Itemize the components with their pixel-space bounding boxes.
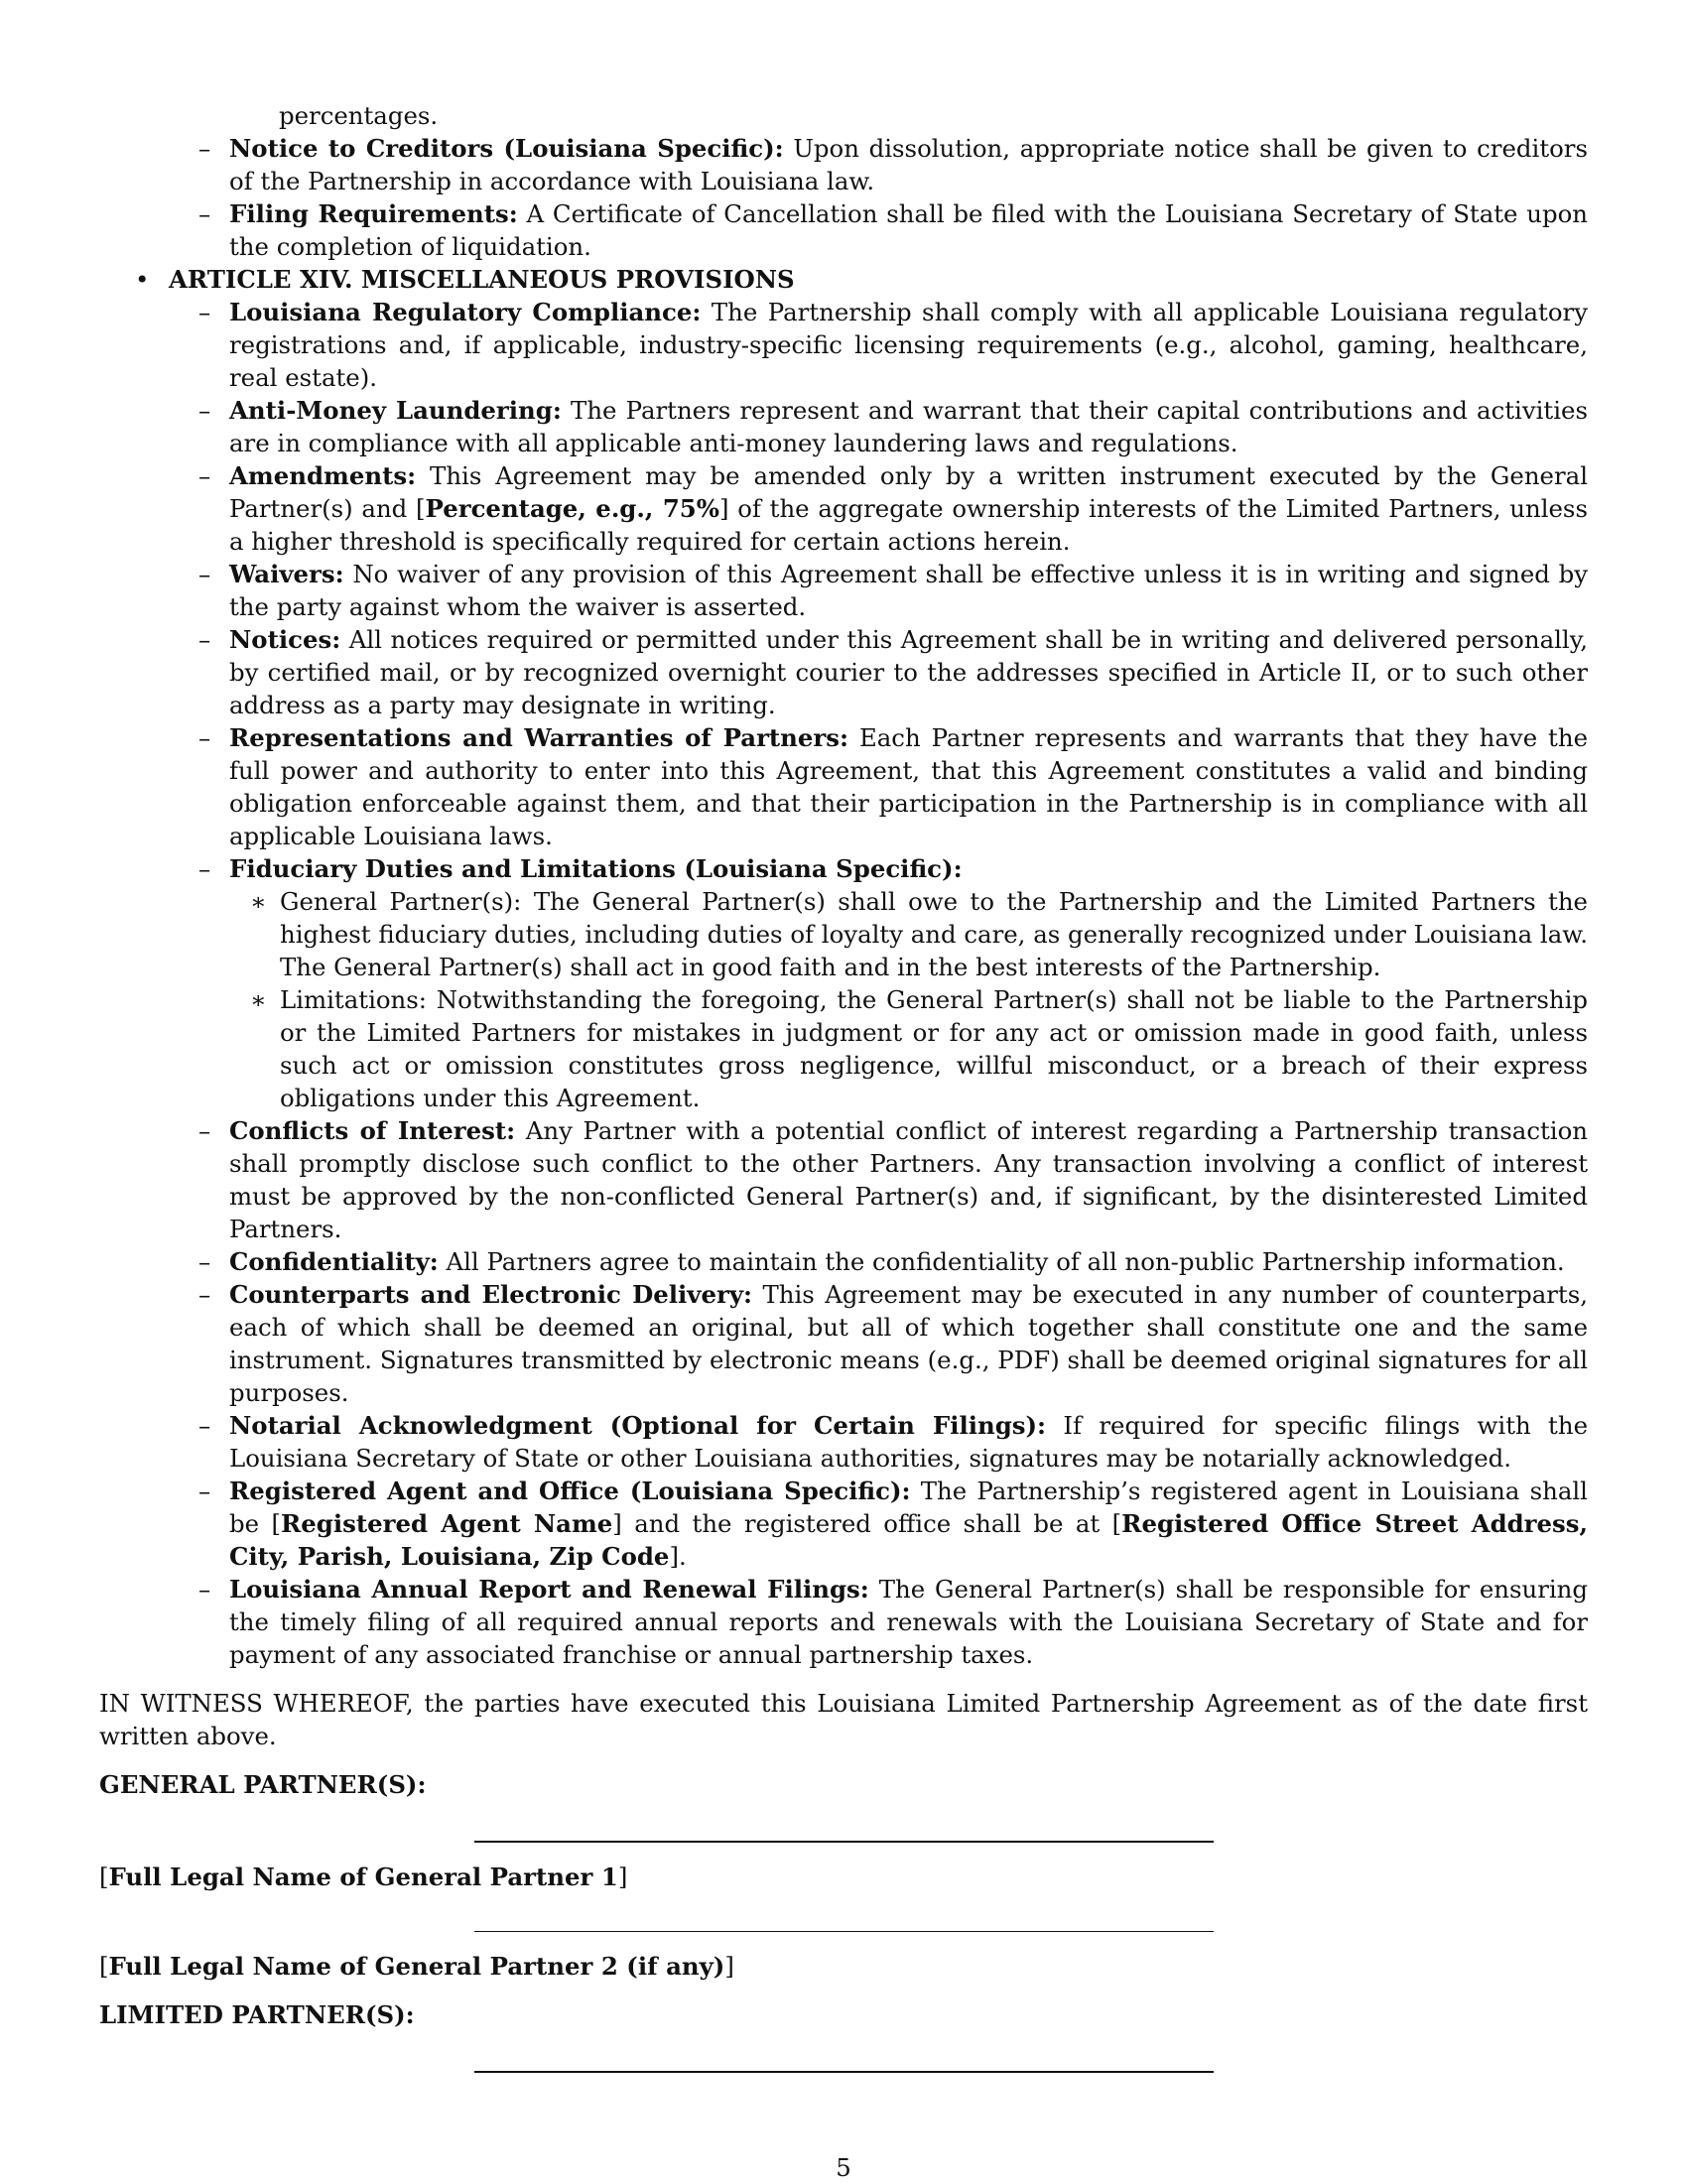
item-text: This Agreement may be executed in any number of counterparts, each of which shall be deemed an original, but all of which together shall constitute one and the same instrument. Signatures transmitted by electronic means (e.g., PDF) shall be deemed original signatures for all purposes. xyxy=(229,1280,1588,1407)
list-item-anti-money-laundering xyxy=(99,394,1588,459)
item-text: This Agreement may be amended only by a written instrument executed by the General Partner(s) and [ xyxy=(229,461,1588,523)
gp1-name-placeholder xyxy=(99,1861,1588,1893)
item-text: All Partners agree to maintain the confidentiality of all non-public Partnership information. xyxy=(438,1247,1565,1276)
dash-marker: – xyxy=(198,625,211,654)
dash-marker: – xyxy=(198,1477,211,1505)
item-title: Notarial Acknowledgment (Optional for Certain Filings): xyxy=(229,1411,1047,1440)
list-item-registered-agent xyxy=(99,1475,1588,1573)
item-title: Registered Agent and Office (Louisiana Specific): xyxy=(229,1477,911,1505)
item-text: All notices required or permitted under this Agreement shall be in writing and delivered personally, by certified mail, or by recognized overnight courier to the addresses specified in Article II, or to such other address as a party may designate in writing. xyxy=(229,625,1588,719)
item-text: Any Partner with a potential conflict of interest regarding a Partnership transaction shall promptly disclose such conflict to the other Partners. Any transaction involving a conflict of interest must be approved by the non-conflicted General Partner(s) and, if significant, by the disinterested Limited Partners. xyxy=(229,1116,1588,1243)
sub-item-text: Limitations: Notwithstanding the foregoing, the General Partner(s) shall not be liable to the Partnership or the Limited Partners for mistakes in judgment or for any act or omission made in good faith, unless such act or omission constitutes gross negligence, willful misconduct, or a breach of their express obligations under this Agreement. xyxy=(280,985,1588,1112)
dash-marker: – xyxy=(198,298,211,326)
list-item-counterparts xyxy=(99,1278,1588,1409)
list-item-waivers xyxy=(99,558,1588,623)
registered-agent-placeholder: Registered Agent Name xyxy=(281,1509,613,1538)
item-text: A Certificate of Cancellation shall be filed with the Louisiana Secretary of State upon the completion of liquidation. xyxy=(229,199,1588,261)
registered-office-placeholder: Registered Office Street Address, City, Parish, Louisiana, Zip Code xyxy=(229,1509,1588,1571)
item-text: The Partners represent and warrant that their capital contributions and activities are in compliance with all applicable anti-money laundering laws and regulations. xyxy=(229,396,1588,457)
item-title: Conflicts of Interest: xyxy=(229,1116,516,1145)
item-title: Notices: xyxy=(229,625,341,654)
close-bracket: ] xyxy=(724,1952,734,1981)
page-number: 5 xyxy=(836,2153,851,2182)
bullet-marker: • xyxy=(135,265,150,294)
item-title: Anti-Money Laundering: xyxy=(229,396,562,425)
gp2-name: Full Legal Name of General Partner 2 (if any) xyxy=(108,1952,725,1981)
dash-marker: – xyxy=(198,723,211,752)
list-item-notarial-acknowledgment xyxy=(99,1409,1588,1475)
dash-marker: – xyxy=(198,1280,211,1309)
item-text: Upon dissolution, appropriate notice shall be given to creditors of the Partnership in accordance with Louisiana law. xyxy=(229,134,1588,195)
item-text: ] and the registered office shall be at [ xyxy=(612,1509,1122,1538)
dash-marker: – xyxy=(198,199,211,228)
item-text: No waiver of any provision of this Agreement shall be effective unless it is in writing and signed by the party against whom the waiver is asserted. xyxy=(229,560,1588,621)
list-item-confidentiality xyxy=(99,1245,1588,1278)
continuation-text: percentages. xyxy=(279,101,439,130)
close-bracket: ] xyxy=(617,1863,628,1891)
item-text: The Partnership’s registered agent in Louisiana shall be [ xyxy=(229,1477,1588,1538)
list-item-annual-report xyxy=(99,1573,1588,1671)
list-item-filing-requirements xyxy=(99,197,1588,263)
item-title: Filing Requirements: xyxy=(229,199,518,228)
general-partners-heading: GENERAL PARTNER(S): xyxy=(99,1770,427,1799)
list-item-regulatory-compliance xyxy=(99,296,1588,394)
dash-marker: – xyxy=(198,854,211,883)
item-title: Amendments: xyxy=(229,461,417,490)
item-text: ]. xyxy=(669,1542,687,1571)
dash-marker: – xyxy=(198,396,211,425)
item-title: Waivers: xyxy=(229,560,344,588)
item-text: The General Partner(s) shall be responsible for ensuring the timely filing of all required annual reports and renewals with the Louisiana Secretary of State and for payment of any associated franchise or annual partnership taxes. xyxy=(229,1575,1589,1669)
article-13-list xyxy=(99,132,1588,263)
article-14-heading-row xyxy=(99,263,1588,296)
asterisk-marker: ∗ xyxy=(250,985,267,1014)
item-title: Counterparts and Electronic Delivery: xyxy=(229,1280,753,1309)
document-page xyxy=(99,99,1588,2073)
article-14-list xyxy=(99,296,1588,1671)
item-title: Louisiana Annual Report and Renewal Filings: xyxy=(229,1575,869,1604)
item-title: Notice to Creditors (Louisiana Specific): xyxy=(229,134,784,163)
open-bracket: [ xyxy=(99,1863,109,1891)
dash-marker: – xyxy=(198,1116,211,1145)
item-text: ] of the aggregate ownership interests of the Limited Partners, unless a higher threshold is specifically required for certain actions herein. xyxy=(229,494,1588,556)
open-bracket: [ xyxy=(99,1952,109,1981)
witness-clause: IN WITNESS WHEREOF, the parties have executed this Louisiana Limited Partnership Agreement as of the date first written above. xyxy=(99,1689,1588,1750)
article-14-heading: ARTICLE XIV. MISCELLANEOUS PROVISIONS xyxy=(169,265,795,294)
percentage-placeholder: Percentage, e.g., 75% xyxy=(425,494,719,523)
signature-line-lp1[interactable] xyxy=(474,2071,1214,2073)
item-title: Representations and Warranties of Partners: xyxy=(229,723,849,752)
sub-item-limitations xyxy=(99,983,1588,1114)
dash-marker: – xyxy=(198,1411,211,1440)
item-title: Louisiana Regulatory Compliance: xyxy=(229,298,702,326)
dash-marker: – xyxy=(198,461,211,490)
dash-marker: – xyxy=(198,1575,211,1604)
dash-marker: – xyxy=(198,560,211,588)
gp2-name-placeholder xyxy=(99,1950,1588,1983)
sub-item-general-partners xyxy=(99,885,1588,983)
dash-marker: – xyxy=(198,1247,211,1276)
list-item-amendments xyxy=(99,459,1588,558)
asterisk-marker: ∗ xyxy=(250,887,267,916)
dash-marker: – xyxy=(198,134,211,163)
list-item-conflicts-of-interest xyxy=(99,1114,1588,1245)
signature-line-gp2[interactable] xyxy=(474,1931,1214,1932)
item-text: The Partnership shall comply with all applicable Louisiana regulatory registrations and, if applicable, industry-specific licensing requirements (e.g., alcohol, gaming, healthcare, real estate). xyxy=(229,298,1588,392)
list-item-fiduciary-duties xyxy=(99,852,1588,885)
item-title: Fiduciary Duties and Limitations (Louisiana Specific): xyxy=(229,854,963,883)
item-text: If required for specific filings with the Louisiana Secretary of State or other Louisiana authorities, signatures may be notarially acknowledged. xyxy=(229,1411,1589,1473)
list-item-notices xyxy=(99,623,1588,721)
gp1-name: Full Legal Name of General Partner 1 xyxy=(108,1863,618,1891)
list-item-notice-to-creditors xyxy=(99,132,1588,197)
list-item-representations xyxy=(99,721,1588,852)
item-text: Each Partner represents and warrants that they have the full power and authority to enter into this Agreement, that this Agreement constitutes a valid and binding obligation enforceable against them, and that their participation in the Partnership is in compliance with all applicable Louisiana laws. xyxy=(229,723,1589,850)
signature-line-gp1[interactable] xyxy=(474,1841,1214,1843)
item-title: Confidentiality: xyxy=(229,1247,439,1276)
sub-item-text: General Partner(s): The General Partner(s) shall owe to the Partnership and the Limited Partners the highest fiduciary duties, including duties of loyalty and care, as generally recognized under Louisiana law. The General Partner(s) shall act in good faith and in the best interests of the Partnership. xyxy=(280,887,1588,981)
limited-partners-heading: LIMITED PARTNER(S): xyxy=(99,2000,415,2029)
